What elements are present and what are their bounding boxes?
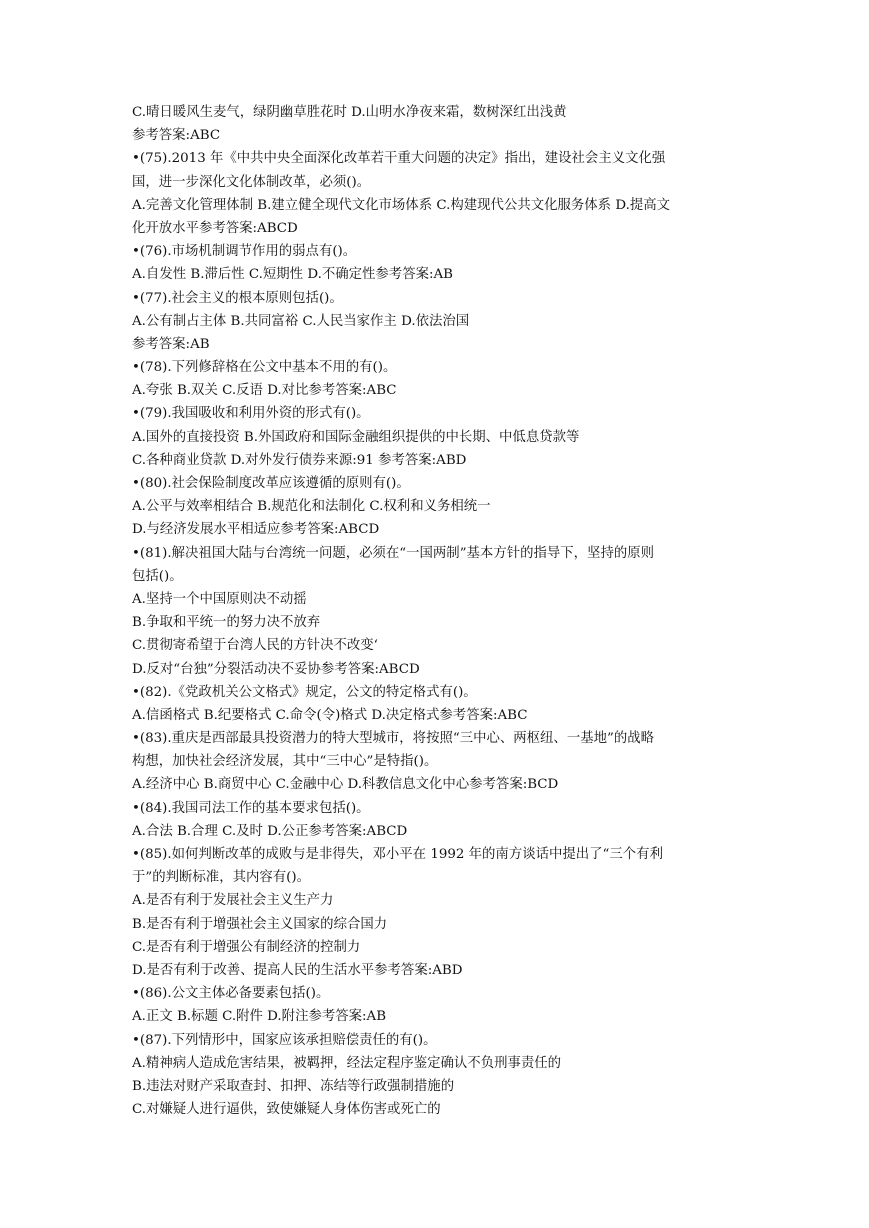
options-line: A.正文 B.标题 C.附件 D.附注参考答案:AB [132, 1009, 387, 1025]
options-line: B.争取和平统一的努力决不放弃 [132, 615, 321, 631]
question-line: •(86).公文主体必备要素包括()。 [132, 986, 330, 1002]
options-line: B.是否有利于增强社会主义国家的综合国力 [132, 916, 388, 932]
question-line: •(81).解决祖国大陆与台湾统一问题，必须在“一国两制”基本方针的指导下，坚持的原则 [132, 545, 655, 561]
question-line: 构想，加快社会经济发展，其中“三中心”是特指()。 [132, 754, 438, 770]
options-line: A.国外的直接投资 B.外国政府和国际金融组织提供的中长期、中低息贷款等 [132, 429, 580, 445]
options-line: C.贯彻寄希望于台湾人民的方针决不改变‘ [132, 638, 378, 654]
question-line: 包括()。 [132, 568, 183, 584]
options-line: A.是否有利于发展社会主义生产力 [132, 893, 334, 909]
options-line: A.夸张 B.双关 C.反语 D.对比参考答案:ABC [132, 383, 397, 399]
question-line: •(77).社会主义的根本原则包括()。 [132, 290, 343, 306]
question-line: 于”的判断标准，其内容有()。 [132, 870, 310, 886]
question-line: •(84).我国司法工作的基本要求包括()。 [132, 800, 370, 816]
question-line: •(82).《党政机关公文格式》规定，公文的特定格式有()。 [132, 684, 477, 700]
options-line: D.与经济发展水平相适应参考答案:ABCD [132, 522, 380, 538]
document-body [132, 101, 742, 1121]
text-line: C.晴日暖风生麦气，绿阴幽草胜花时 D.山明水净夜来霜，数树深红出浅黄 [132, 105, 567, 120]
options-line: D.反对“台独”分裂活动决不妥协参考答案:ABCD [132, 661, 420, 677]
question-line: 国，进一步深化文化体制改革，必须()。 [132, 174, 371, 190]
question-line: •(87).下列情形中，国家应该承担赔偿责任的有()。 [132, 1032, 437, 1048]
question-line: •(83).重庆是西部最具投资潜力的特大型城市，将按照“三中心、两枢纽、一基地”的战略 [132, 731, 655, 747]
options-line: A.公有制占主体 B.共同富裕 C.人民当家作主 D.依法治国 [132, 313, 470, 329]
options-line: A.精神病人造成危害结果，被羁押，经法定程序鉴定确认不负刑事责任的 [132, 1055, 562, 1071]
options-line: A.经济中心 B.商贸中心 C.金融中心 D.科教信息文化中心参考答案:BCD [132, 777, 559, 793]
answer-line: 参考答案:ABC [132, 128, 221, 144]
question-line: •(79).我国吸收和利用外资的形式有()。 [132, 406, 370, 422]
question-line: •(80).社会保险制度改革应该遵循的原则有()。 [132, 476, 410, 491]
options-line: A.公平与效率相结合 B.规范化和法制化 C.权利和义务相统一 [132, 499, 491, 515]
options-line: A.坚持一个中国原则决不动摇 [132, 591, 307, 607]
question-line: •(85).如何判断改革的成败与是非得失，邓小平在 1992 年的南方谈话中提出了“三个有利 [132, 847, 663, 862]
question-line: •(78).下列修辞格在公文中基本不用的有()。 [132, 360, 397, 376]
answer-line: 化开放水平参考答案:ABCD [132, 220, 298, 236]
options-line: A.自发性 B.滞后性 C.短期性 D.不确定性参考答案:AB [132, 267, 453, 283]
options-line: C.对嫌疑人进行逼供，致使嫌疑人身体伤害或死亡的 [132, 1102, 441, 1118]
options-line: D.是否有利于改善、提高人民的生活水平参考答案:ABD [132, 962, 463, 978]
options-line: B.违法对财产采取查封、扣押、冻结等行政强制措施的 [132, 1078, 455, 1094]
options-line: C.各种商业贷款 D.对外发行债券来源:91 参考答案:ABD [132, 452, 467, 468]
question-line: •(76).市场机制调节作用的弱点有()。 [132, 244, 357, 260]
options-line: A.合法 B.合理 C.及时 D.公正参考答案:ABCD [132, 823, 408, 839]
options-line: A.信函格式 B.纪要格式 C.命令(令)格式 D.决定格式参考答案:ABC [132, 707, 528, 723]
answer-line: 参考答案:AB [132, 336, 210, 352]
options-line: C.是否有利于增强公有制经济的控制力 [132, 939, 361, 955]
question-line: •(75).2013 年《中共中央全面深化改革若干重大问题的决定》指出，建设社会主义文化强 [132, 151, 666, 167]
options-line: A.完善文化管理体制 B.建立健全现代文化市场体系 C.构建现代公共文化服务体系 D.提高文 [132, 197, 671, 213]
